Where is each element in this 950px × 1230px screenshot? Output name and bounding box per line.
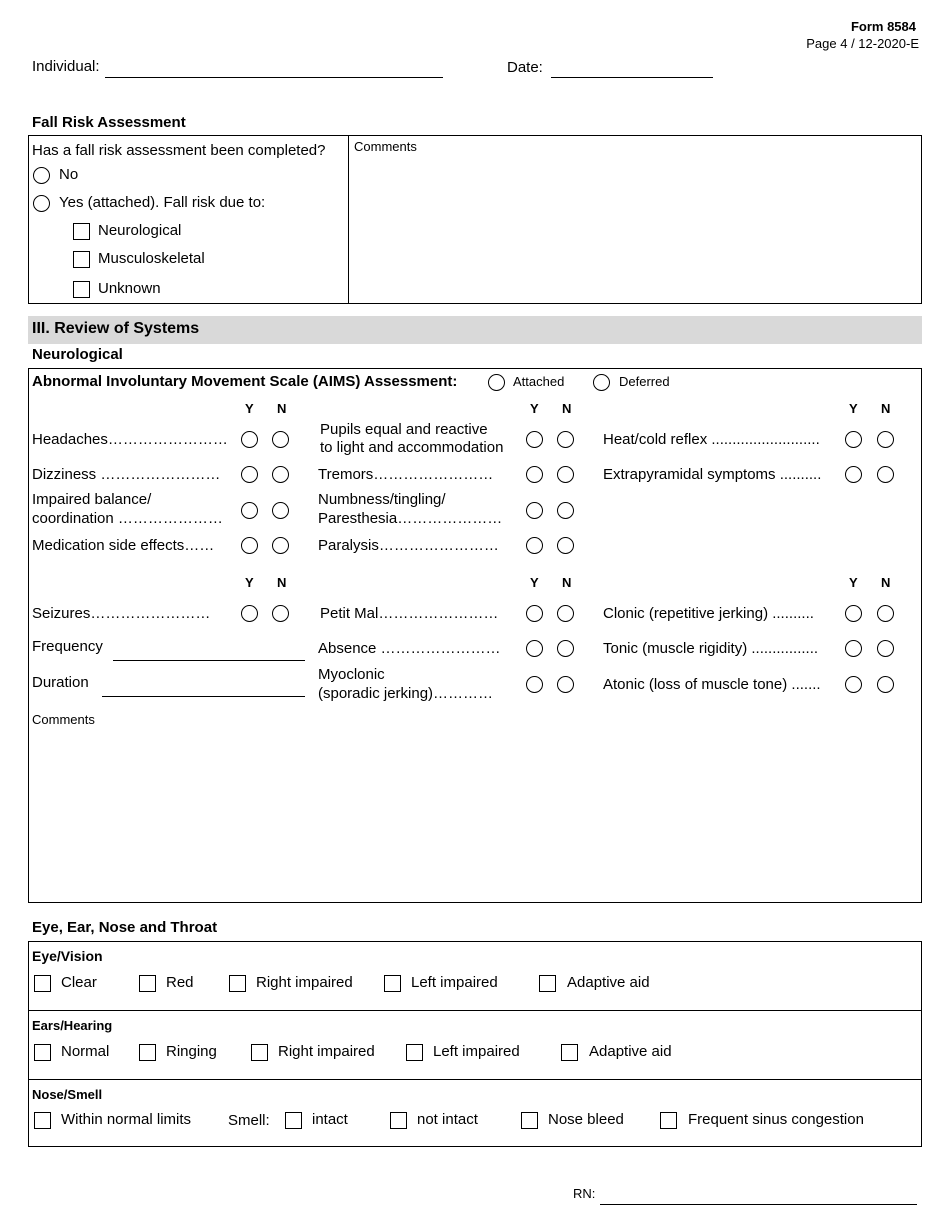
eye-clear-checkbox[interactable] xyxy=(34,975,51,992)
smell-intact-label: intact xyxy=(312,1111,348,1128)
impaired-balance-label: coordination ………………… xyxy=(32,510,223,527)
ear-adaptive-aid-checkbox[interactable] xyxy=(561,1044,578,1061)
headaches-yes-radio[interactable] xyxy=(241,431,258,448)
medication-side-effects-no-radio[interactable] xyxy=(272,537,289,554)
ear-normal-label: Normal xyxy=(61,1043,110,1060)
smell-not-intact-label: not intact xyxy=(417,1111,478,1128)
fall-risk-comments-label: Comments xyxy=(354,139,417,154)
pupils-label: Pupils equal and reactive xyxy=(320,421,488,438)
myoclonic-label: Myoclonic xyxy=(318,666,385,683)
seizures-label: Seizures…………………… xyxy=(32,605,211,622)
atonic-no-radio[interactable] xyxy=(877,676,894,693)
nose-wnl-label: Within normal limits xyxy=(61,1111,192,1128)
dizziness-yes-radio[interactable] xyxy=(241,466,258,483)
eent-divider xyxy=(28,1079,922,1080)
tonic-yes-radio[interactable] xyxy=(845,640,862,657)
smell-label: Smell: xyxy=(228,1112,270,1129)
eye-clear-label: Clear xyxy=(61,974,97,991)
frequency-label: Frequency xyxy=(32,638,103,655)
heat-cold-reflex-yes-radio[interactable] xyxy=(845,431,862,448)
page-info: Page 4 / 12-2020-E xyxy=(806,36,919,51)
tonic-no-radio[interactable] xyxy=(877,640,894,657)
fall-cause-musculoskeletal-checkbox[interactable] xyxy=(73,251,90,268)
ear-normal-checkbox[interactable] xyxy=(34,1044,51,1061)
duration-label: Duration xyxy=(32,674,89,691)
fall-cause-neurological-checkbox[interactable] xyxy=(73,223,90,240)
frequency-field[interactable] xyxy=(113,660,305,661)
fall-cause-unknown-label: Unknown xyxy=(98,280,161,297)
date-field[interactable] xyxy=(551,77,713,78)
neuro-comments-label: Comments xyxy=(32,712,95,727)
sinus-congestion-label: Frequent sinus congestion xyxy=(688,1111,864,1128)
ear-left-impaired-label: Left impaired xyxy=(433,1043,520,1060)
eye-adaptive-aid-checkbox[interactable] xyxy=(539,975,556,992)
individual-field[interactable] xyxy=(105,77,443,78)
no-header: N xyxy=(562,575,572,590)
fall-cause-musculoskeletal-label: Musculoskeletal xyxy=(98,250,205,267)
individual-label: Individual: xyxy=(32,58,100,75)
paralysis-yes-radio[interactable] xyxy=(526,537,543,554)
eent-divider xyxy=(28,1010,922,1011)
paralysis-no-radio[interactable] xyxy=(557,537,574,554)
myoclonic-yes-radio[interactable] xyxy=(526,676,543,693)
no-header: N xyxy=(277,575,287,590)
yes-header: Y xyxy=(530,401,539,416)
nose-wnl-checkbox[interactable] xyxy=(34,1112,51,1129)
myoclonic-no-radio[interactable] xyxy=(557,676,574,693)
absence-no-radio[interactable] xyxy=(557,640,574,657)
yes-header: Y xyxy=(849,401,858,416)
fall-risk-divider xyxy=(348,135,349,304)
review-section-title: III. Review of Systems xyxy=(32,320,200,337)
fall-risk-no-label: No xyxy=(59,166,79,183)
atonic-yes-radio[interactable] xyxy=(845,676,862,693)
absence-yes-radio[interactable] xyxy=(526,640,543,657)
fall-risk-yes-label: Yes (attached). Fall risk due to: xyxy=(59,194,266,211)
smell-intact-checkbox[interactable] xyxy=(285,1112,302,1129)
impaired-balance-no-radio[interactable] xyxy=(272,502,289,519)
yes-header: Y xyxy=(849,575,858,590)
tremors-no-radio[interactable] xyxy=(557,466,574,483)
eye-right-impaired-checkbox[interactable] xyxy=(229,975,246,992)
no-header: N xyxy=(881,575,891,590)
ear-ringing-label: Ringing xyxy=(166,1043,217,1060)
headaches-label: Headaches…………………… xyxy=(32,431,228,448)
aims-label: Abnormal Involuntary Movement Scale (AIMS) Assessment: xyxy=(32,373,458,390)
eye-right-impaired-label: Right impaired xyxy=(256,974,353,991)
no-header: N xyxy=(881,401,891,416)
heat-cold-reflex-label: Heat/cold reflex .......................... xyxy=(603,431,820,448)
petit-mal-label: Petit Mal…………………… xyxy=(320,605,499,622)
rn-label: RN: xyxy=(573,1186,596,1201)
nose-smell-title: Nose/Smell xyxy=(32,1087,103,1102)
absence-label: Absence …………………… xyxy=(318,640,501,657)
heat-cold-reflex-no-radio[interactable] xyxy=(877,431,894,448)
paralysis-label: Paralysis…………………… xyxy=(318,537,499,554)
no-header: N xyxy=(277,401,287,416)
yes-header: Y xyxy=(245,401,254,416)
numbness-yes-radio[interactable] xyxy=(526,502,543,519)
medication-side-effects-yes-radio[interactable] xyxy=(241,537,258,554)
dizziness-label: Dizziness …………………… xyxy=(32,466,221,483)
tonic-label: Tonic (muscle rigidity) ................ xyxy=(603,640,819,657)
numbness-no-radio[interactable] xyxy=(557,502,574,519)
fall-risk-yes-radio[interactable] xyxy=(33,195,50,212)
atonic-label: Atonic (loss of muscle tone) ....... xyxy=(603,676,821,693)
clonic-yes-radio[interactable] xyxy=(845,605,862,622)
aims-attached-radio[interactable] xyxy=(488,374,505,391)
eye-left-impaired-checkbox[interactable] xyxy=(384,975,401,992)
pupils-no-radio[interactable] xyxy=(557,431,574,448)
impaired-balance-yes-radio[interactable] xyxy=(241,502,258,519)
fall-cause-neurological-label: Neurological xyxy=(98,222,182,239)
fall-risk-comments-field[interactable] xyxy=(350,158,920,302)
ear-right-impaired-label: Right impaired xyxy=(278,1043,375,1060)
duration-field[interactable] xyxy=(102,696,305,697)
ears-hearing-title: Ears/Hearing xyxy=(32,1018,113,1033)
ear-left-impaired-checkbox[interactable] xyxy=(406,1044,423,1061)
clonic-no-radio[interactable] xyxy=(877,605,894,622)
yes-header: Y xyxy=(530,575,539,590)
yes-header: Y xyxy=(245,575,254,590)
petit-mal-yes-radio[interactable] xyxy=(526,605,543,622)
extrapyramidal-yes-radio[interactable] xyxy=(845,466,862,483)
aims-deferred-radio[interactable] xyxy=(593,374,610,391)
form-number: Form 8584 xyxy=(850,19,916,34)
eye-vision-title: Eye/Vision xyxy=(32,948,103,964)
headaches-no-radio[interactable] xyxy=(272,431,289,448)
smell-not-intact-checkbox[interactable] xyxy=(390,1112,407,1129)
numbness-label: Numbness/tingling/ xyxy=(318,491,446,508)
eent-title: Eye, Ear, Nose and Throat xyxy=(32,919,218,936)
nose-bleed-label: Nose bleed xyxy=(548,1111,624,1128)
eye-red-label: Red xyxy=(166,974,194,991)
pupils-yes-radio[interactable] xyxy=(526,431,543,448)
eye-adaptive-aid-label: Adaptive aid xyxy=(567,974,650,991)
tremors-label: Tremors…………………… xyxy=(318,466,494,483)
myoclonic-label: (sporadic jerking)………… xyxy=(318,685,494,702)
aims-deferred-label: Deferred xyxy=(619,374,670,389)
ear-adaptive-aid-label: Adaptive aid xyxy=(589,1043,672,1060)
pupils-label: to light and accommodation xyxy=(320,439,504,456)
seizures-yes-radio[interactable] xyxy=(241,605,258,622)
rn-signature-field[interactable] xyxy=(600,1204,917,1205)
fall-risk-question: Has a fall risk assessment been completed? xyxy=(32,142,326,159)
petit-mal-no-radio[interactable] xyxy=(557,605,574,622)
neurological-title: Neurological xyxy=(32,346,123,363)
fall-risk-title: Fall Risk Assessment xyxy=(32,114,186,131)
fall-risk-no-radio[interactable] xyxy=(33,167,50,184)
neuro-comments-field[interactable] xyxy=(30,730,920,900)
nose-bleed-checkbox[interactable] xyxy=(521,1112,538,1129)
ear-ringing-checkbox[interactable] xyxy=(139,1044,156,1061)
sinus-congestion-checkbox[interactable] xyxy=(660,1112,677,1129)
tremors-yes-radio[interactable] xyxy=(526,466,543,483)
aims-attached-label: Attached xyxy=(513,374,565,389)
extrapyramidal-no-radio[interactable] xyxy=(877,466,894,483)
date-label: Date: xyxy=(507,59,543,76)
numbness-label: Paresthesia………………… xyxy=(318,510,503,527)
medication-side-effects-label: Medication side effects…… xyxy=(32,537,215,554)
no-header: N xyxy=(562,401,572,416)
impaired-balance-label: Impaired balance/ xyxy=(32,491,152,508)
dizziness-no-radio[interactable] xyxy=(272,466,289,483)
clonic-label: Clonic (repetitive jerking) .......... xyxy=(603,605,814,622)
ear-right-impaired-checkbox[interactable] xyxy=(251,1044,268,1061)
eye-red-checkbox[interactable] xyxy=(139,975,156,992)
seizures-no-radio[interactable] xyxy=(272,605,289,622)
fall-cause-unknown-checkbox[interactable] xyxy=(73,281,90,298)
eye-left-impaired-label: Left impaired xyxy=(411,974,498,991)
extrapyramidal-label: Extrapyramidal symptoms .......... xyxy=(603,466,822,483)
